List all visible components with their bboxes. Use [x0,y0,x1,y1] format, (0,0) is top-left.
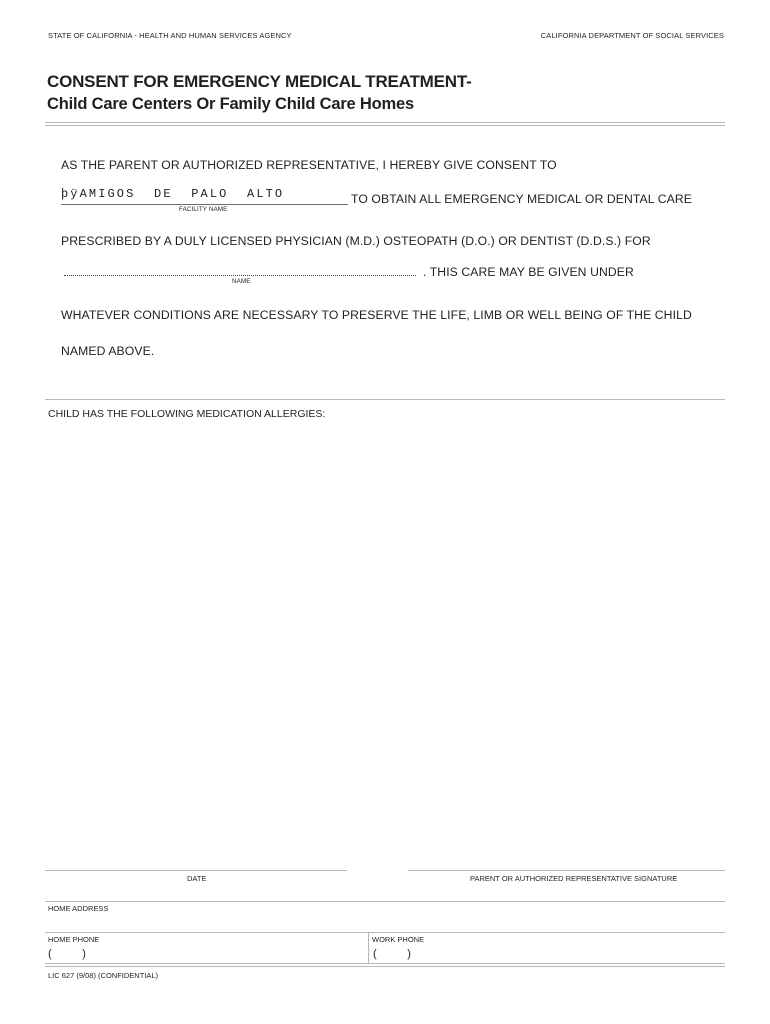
phone-bottom-line-2 [45,966,725,967]
child-name-underline [64,275,416,276]
home-address-top-line [45,901,725,902]
consent-line-6: NAMED ABOVE. [61,344,155,358]
work-phone-label: WORK PHONE [372,935,425,944]
date-line [45,870,347,871]
facility-name-field[interactable]: þÿAMIGOS DE PALO ALTO [61,187,285,201]
consent-line-5: WHATEVER CONDITIONS ARE NECESSARY TO PRESERVE THE LIFE, LIMB OR WELL BEING OF THE CHILD [61,308,692,322]
facility-name-underline [61,204,348,205]
date-field[interactable] [45,852,347,870]
form-id-footer: LIC 627 (9/08) (CONFIDENTIAL) [48,971,159,980]
signature-line [408,870,725,871]
signature-field[interactable] [408,852,725,870]
child-name-field[interactable] [64,262,416,276]
child-name-label: NAME [232,278,251,285]
home-address-bottom-line [45,932,725,933]
consent-line-1: AS THE PARENT OR AUTHORIZED REPRESENTATIVE, I HEREBY GIVE CONSENT TO [61,158,557,172]
date-label: DATE [187,874,207,883]
phone-divider [368,932,369,963]
form-subtitle: Child Care Centers Or Family Child Care Homes [47,95,414,113]
consent-line-3: PRESCRIBED BY A DULY LICENSED PHYSICIAN (M.D.) OSTEOPATH (D.O.) OR DENTIST (D.D.S.) FOR [61,234,651,248]
home-address-field[interactable] [48,913,725,930]
home-address-label: HOME ADDRESS [48,904,109,913]
work-phone-field[interactable]: ( ) [373,948,411,960]
consent-line-2: TO OBTAIN ALL EMERGENCY MEDICAL OR DENTAL CARE [351,192,692,206]
agency-header-left: STATE OF CALIFORNIA - HEALTH AND HUMAN SERVICES AGENCY [48,31,292,40]
phone-bottom-line-1 [45,963,725,964]
allergies-divider [45,399,725,400]
home-phone-field[interactable]: ( ) [48,948,86,960]
consent-line-4: . THIS CARE MAY BE GIVEN UNDER [423,265,634,279]
title-divider-2 [45,125,725,126]
agency-header-right: CALIFORNIA DEPARTMENT OF SOCIAL SERVICES [540,31,724,40]
signature-label: PARENT OR AUTHORIZED REPRESENTATIVE SIGNATURE [470,874,678,883]
form-title: CONSENT FOR EMERGENCY MEDICAL TREATMENT- [47,72,472,91]
title-divider-1 [45,122,725,123]
allergies-field[interactable] [48,426,725,866]
home-phone-label: HOME PHONE [48,935,100,944]
facility-name-label: FACILITY NAME [179,206,228,213]
allergies-label: CHILD HAS THE FOLLOWING MEDICATION ALLERGIES: [48,408,326,420]
